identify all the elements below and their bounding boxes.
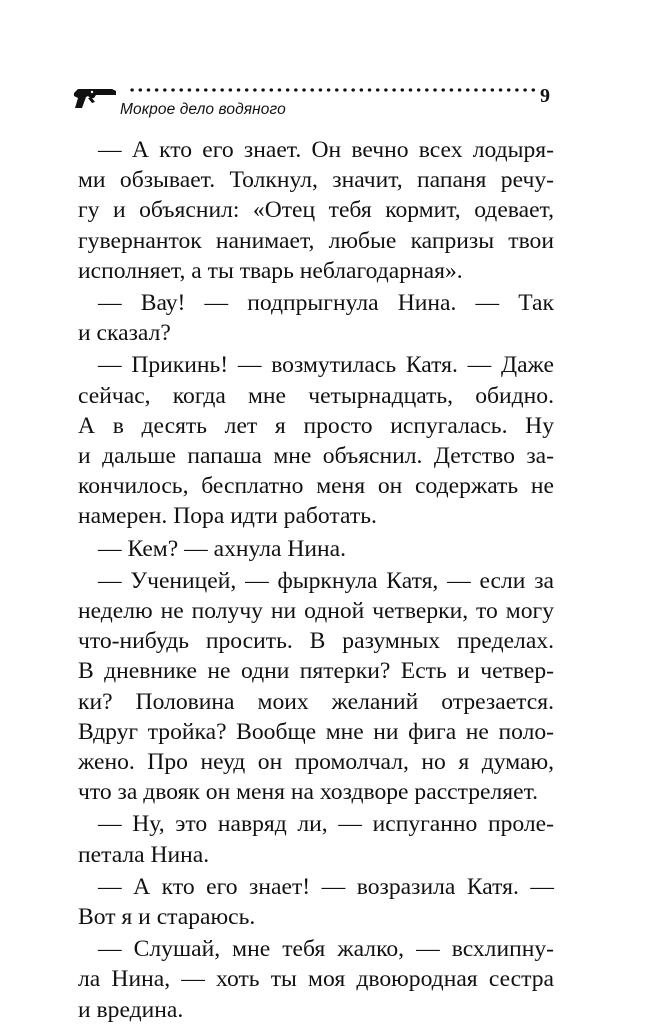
- paragraph: [78, 809, 554, 869]
- text-line: что-нибудь просить. В разумных пределах.: [78, 628, 554, 655]
- text-line: и дальше папаша мне объяснил. Детство за-: [78, 443, 554, 470]
- paragraph: [78, 566, 554, 808]
- text-line: гувернанток нанимает, любые капризы твои: [78, 227, 554, 254]
- text-line: ми обзывает. Толкнул, значит, папаня речу-: [78, 167, 554, 194]
- text-line: сейчас, когда мне четырнадцать, обидно.: [78, 382, 554, 409]
- text-line: В дневнике не одни пятерки? Есть и четвер-: [78, 658, 554, 685]
- text-line: ла Нина, — хоть ты моя двоюродная сестра: [78, 966, 554, 993]
- page-number: 9: [540, 85, 550, 107]
- text-line: гу и объяснил: «Отец тебя кормит, одевает,: [78, 197, 554, 224]
- text-line: петала Нина.: [78, 841, 210, 868]
- book-title: Мокрое дело водяного: [120, 101, 286, 118]
- dotted-rule: [128, 88, 536, 92]
- text-line: — Прикинь! — возмутилась Катя. — Даже: [98, 352, 554, 379]
- running-head: [72, 78, 562, 126]
- text-line: — Ну, это навряд ли, — испуганно проле-: [98, 811, 554, 838]
- text-line: и сказал?: [78, 320, 171, 347]
- text-line: Вот я и стараюсь.: [78, 904, 256, 931]
- text-line: что за двояк он меня на хоздворе расстреляет.: [78, 779, 539, 806]
- text-line: — Слушай, мне тебя жалко, — всхлипну-: [98, 936, 554, 963]
- paragraph: [78, 534, 554, 564]
- paragraph: [78, 135, 554, 286]
- paragraph: [78, 350, 554, 531]
- paragraph: [78, 288, 554, 348]
- text-line: кончилось, бесплатно меня он содержать не: [78, 473, 554, 500]
- text-line: — Вау! — подпрыгнула Нина. — Так: [98, 290, 554, 317]
- text-line: исполняет, а ты тварь неблагодарная».: [78, 257, 463, 284]
- text-line: намерен. Пора идти работать.: [78, 503, 377, 530]
- text-line: ки? Половина моих желаний отрезается.: [78, 688, 554, 715]
- text-line: — Ученицей, — фыркнула Катя, — если за: [98, 567, 554, 594]
- text-line: Вдруг тройка? Вообще мне ни фига не поло-: [78, 718, 554, 745]
- text-line: А в десять лет я просто испугалась. Ну: [78, 412, 554, 439]
- paragraph: [78, 872, 554, 932]
- text-line: неделю не получу ни одной четверки, то могу: [78, 598, 554, 625]
- text-line: — А кто его знает. Он вечно всех лодыря-: [98, 137, 554, 163]
- revolver-icon: [72, 86, 118, 110]
- body-text: [78, 135, 554, 1027]
- paragraph: [78, 934, 554, 1025]
- text-line: — Кем? — ахнула Нина.: [98, 535, 347, 562]
- text-line: жено. Про неуд он промолчал, но я думаю,: [78, 749, 554, 776]
- text-line: и вредина.: [78, 996, 184, 1023]
- text-line: — А кто его знает! — возразила Катя. —: [98, 873, 554, 900]
